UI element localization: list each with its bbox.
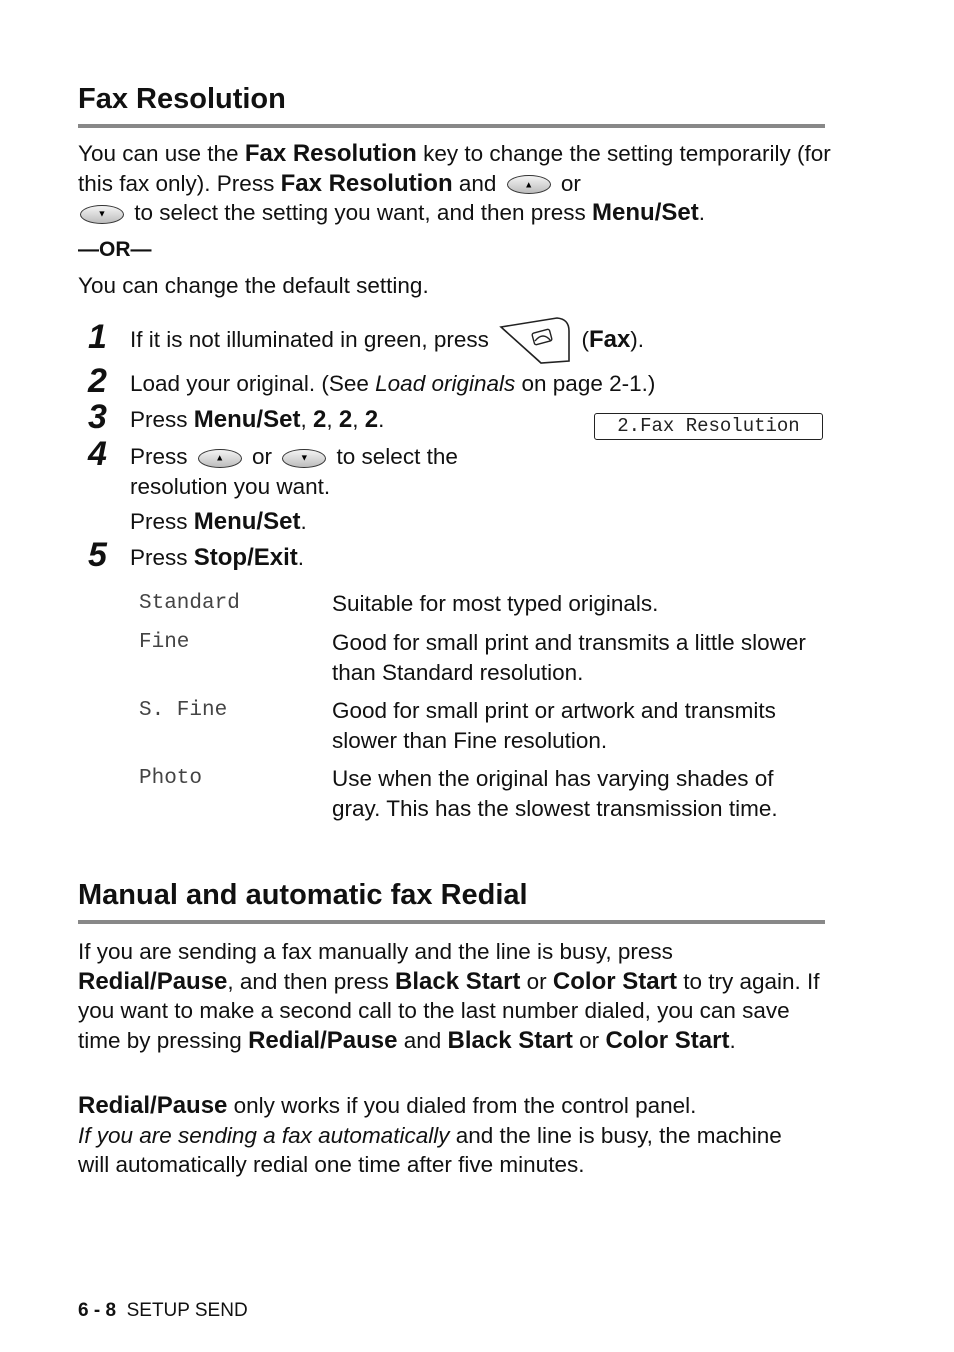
- text: .: [729, 1027, 736, 1053]
- intro-paragraph: [78, 139, 838, 228]
- text: and: [397, 1027, 448, 1053]
- key-name: Black Start: [447, 1026, 573, 1054]
- section-title-redial: Manual and automatic fax Redial: [78, 879, 528, 911]
- step-number: 3: [88, 398, 107, 436]
- default-setting-text: You can change the default setting.: [78, 273, 429, 298]
- text: to select the setting you want, and then press: [128, 200, 593, 225]
- key-name: Redial/Pause: [78, 967, 228, 995]
- resolution-code: Fine: [139, 631, 190, 654]
- text: ,: [300, 407, 313, 432]
- text: Press: [130, 545, 194, 570]
- resolution-description: Good for small print or artwork and transmits slower than Fine resolution.: [332, 698, 776, 753]
- text: to try again. If you want to make a second call to the last number dialed, you can save time by pressing: [78, 968, 820, 1053]
- text: or: [520, 968, 553, 994]
- text: .: [300, 509, 307, 534]
- step-number: 1: [88, 318, 107, 356]
- key-name: Redial/Pause: [248, 1026, 398, 1054]
- resolution-code: S. Fine: [139, 699, 228, 722]
- step-3: [130, 405, 384, 435]
- section-name: SETUP SEND: [126, 1300, 248, 1321]
- key-name: Fax Resolution: [280, 169, 453, 197]
- fax-key-icon: [499, 317, 571, 365]
- text: If it is not illuminated in green, press: [130, 327, 496, 352]
- text: only works if you dialed from the control panel.: [227, 1093, 697, 1118]
- section-rule: [78, 920, 825, 924]
- text: If you are sending a fax manually and the line is busy, press: [78, 939, 673, 964]
- text: and: [452, 170, 503, 196]
- text: (: [575, 327, 589, 352]
- up-arrow-key-icon: ▲: [198, 449, 242, 468]
- key-name: Stop/Exit: [193, 544, 298, 571]
- text: or: [554, 170, 581, 196]
- text: .: [297, 545, 305, 570]
- key-name: Fax Resolution: [244, 140, 417, 167]
- text: You can use the: [78, 141, 245, 166]
- page-number: 6 - 8: [78, 1300, 117, 1321]
- page-footer: [78, 1300, 248, 1322]
- key-name: Menu/Set: [193, 508, 301, 535]
- step-number: 2: [88, 362, 107, 400]
- key-name: Menu/Set: [592, 199, 699, 226]
- emphasis: If you are sending a fax automatically: [78, 1122, 450, 1148]
- or-separator: —OR—: [78, 238, 152, 261]
- lcd-display: 2.Fax Resolution: [594, 413, 823, 440]
- key-name: 2: [312, 406, 327, 433]
- key-name: 2: [364, 406, 379, 433]
- text: ).: [630, 327, 645, 352]
- resolution-description: Use when the original has varying shades of gray. This has the slowest transmission time.: [332, 766, 778, 821]
- section-title-fax-resolution: Fax Resolution: [78, 83, 286, 115]
- key-name: Black Start: [395, 967, 521, 995]
- reference-title: Load originals: [375, 371, 516, 396]
- text: Load your original. (See: [130, 371, 376, 396]
- step-number: 5: [88, 536, 107, 574]
- text: or: [245, 444, 279, 469]
- text: ,: [352, 407, 365, 432]
- step-4-confirm: [130, 507, 307, 537]
- step-4: [130, 442, 458, 501]
- down-arrow-key-icon: ▼: [80, 205, 124, 224]
- section-rule: [78, 124, 825, 128]
- redial-note-paragraph: [78, 1091, 798, 1180]
- resolution-description: Good for small print and transmits a little slower than Standard resolution.: [332, 630, 806, 685]
- key-name: Color Start: [552, 967, 677, 995]
- text: .: [698, 200, 705, 225]
- redial-paragraph: [78, 937, 828, 1055]
- text: Press: [130, 444, 194, 469]
- text: or: [572, 1027, 606, 1053]
- text: to select the: [330, 444, 458, 469]
- key-name: Menu/Set: [193, 406, 301, 433]
- resolution-code: Photo: [139, 767, 203, 790]
- step-number: 4: [88, 435, 107, 473]
- text: .: [378, 407, 385, 432]
- text: , and then press: [227, 968, 396, 994]
- text: and the line is busy, the machine will automatically redial one time after five minutes.: [78, 1122, 782, 1177]
- key-name: 2: [338, 406, 353, 433]
- key-name: Color Start: [605, 1026, 730, 1054]
- resolution-code: Standard: [139, 592, 240, 615]
- key-name: Redial/Pause: [78, 1092, 228, 1119]
- text: key to change the setting temporarily (for this fax only). Press: [78, 141, 831, 196]
- text: Press: [130, 509, 194, 534]
- step-1: [130, 316, 644, 365]
- text: on page 2-1.): [515, 371, 656, 396]
- text: resolution you want.: [130, 473, 331, 499]
- text: ,: [326, 407, 339, 432]
- key-name: Fax: [588, 326, 631, 353]
- up-arrow-key-icon: ▲: [507, 175, 551, 194]
- step-5: [130, 543, 304, 573]
- down-arrow-key-icon: ▼: [282, 449, 326, 468]
- text: Press: [130, 407, 194, 432]
- step-2: [130, 369, 655, 399]
- resolution-description: Suitable for most typed originals.: [332, 591, 659, 616]
